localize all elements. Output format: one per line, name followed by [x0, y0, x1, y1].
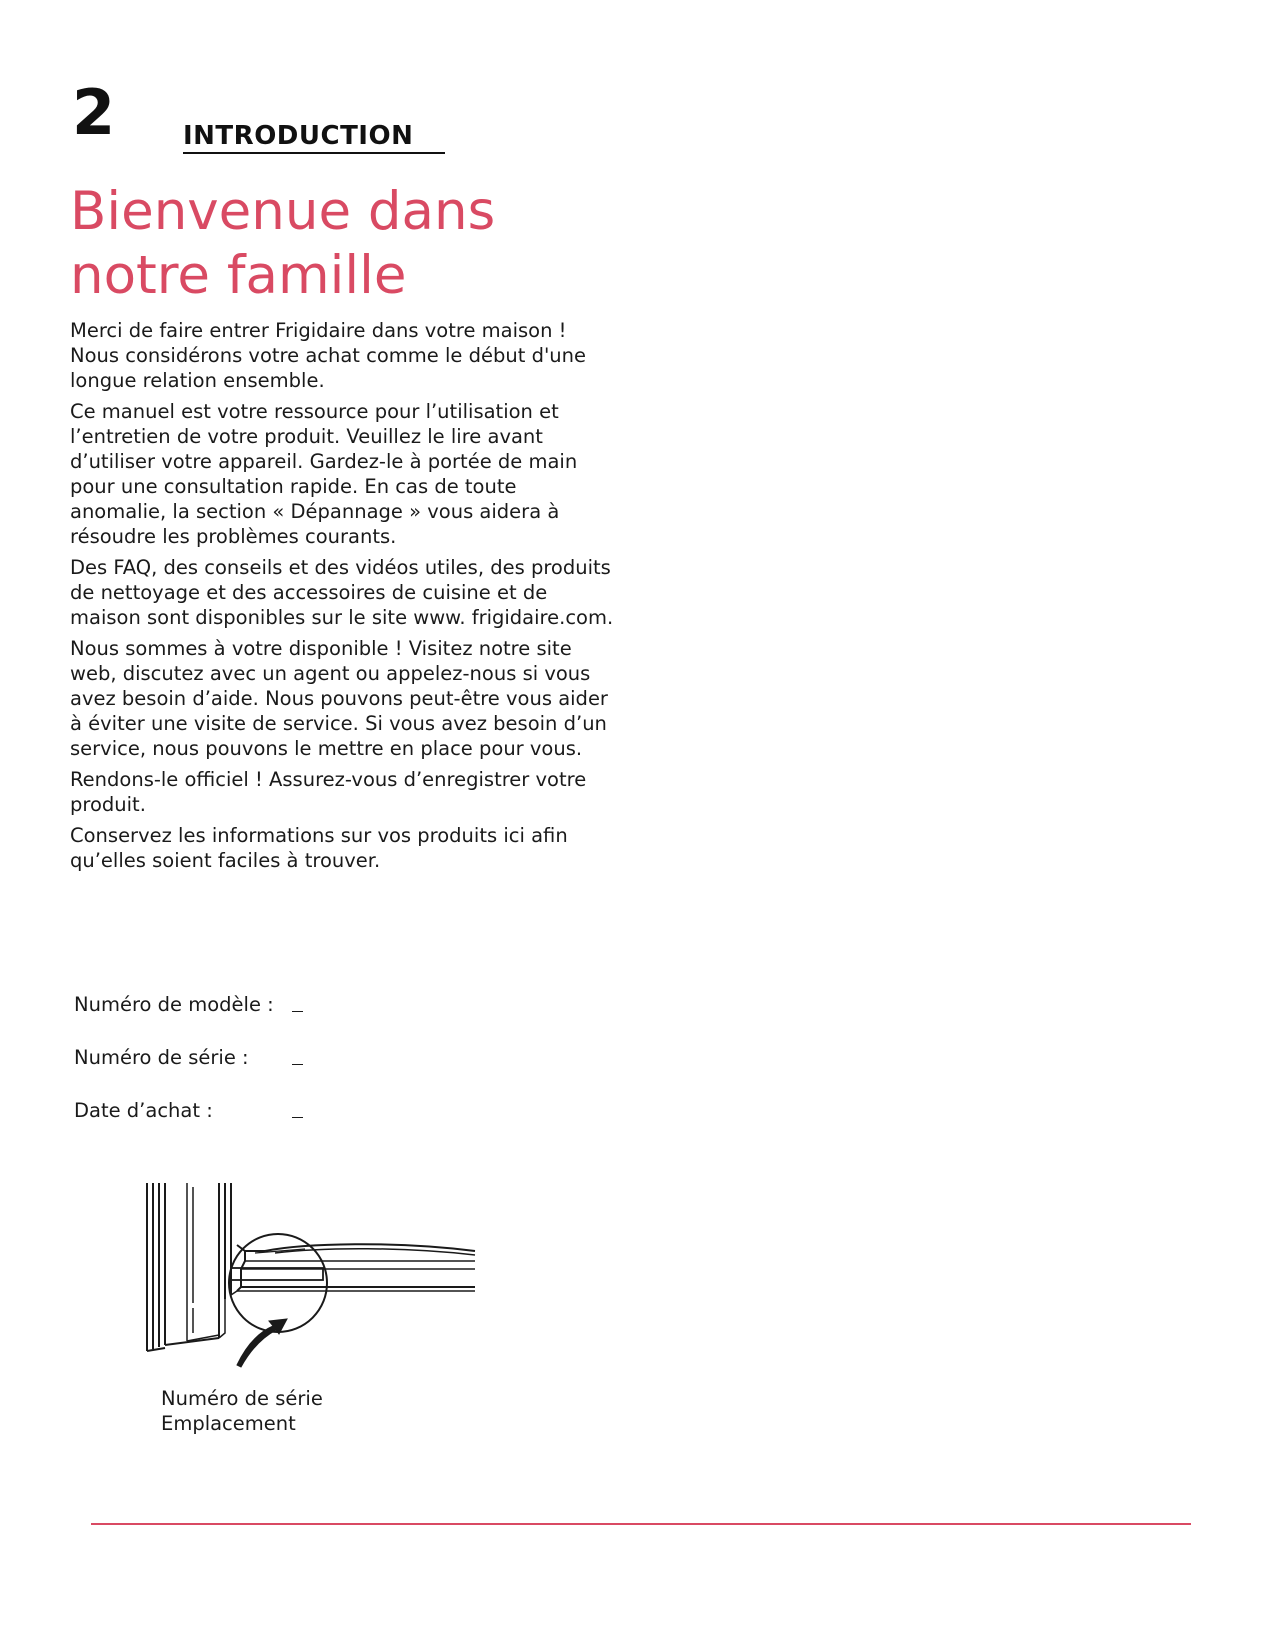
paragraph-support: Nous sommes à votre disponible ! Visitez notre site web, discutez avec un agent ou appelez-nous si vous avez besoin d’aide. Nous pouvons peut-être vous aider à éviter une visite de service. Si vous avez besoin d’un service, nous pouvons le mettre en place pour vous. — [70, 637, 608, 760]
headline-line-2: notre famille — [70, 245, 407, 306]
purchase-date-label: Date d’achat : — [74, 1099, 213, 1122]
serial-plate-location-illustration — [145, 1183, 495, 1383]
body-text — [70, 318, 615, 879]
serial-plate-icon — [231, 1268, 323, 1280]
paragraph-register: Rendons-le officiel ! Assurez-vous d’enregistrer votre produit. — [70, 768, 587, 816]
arrow-icon — [237, 1319, 287, 1367]
oven-door-icon — [147, 1183, 237, 1351]
model-number-label: Numéro de modèle : — [74, 993, 274, 1016]
footer-divider — [91, 1523, 1191, 1525]
purchase-date-blank — [292, 1117, 303, 1118]
diagram-caption — [161, 1386, 323, 1436]
caption-line-1: Numéro de série — [161, 1387, 323, 1410]
headline-line-1: Bienvenue dans — [70, 181, 496, 242]
page-number: 2 — [72, 76, 116, 149]
paragraph-keep-info: Conservez les informations sur vos produits ici afin qu’elles soient faciles à trouver. — [70, 824, 568, 872]
paragraph-manual: Ce manuel est votre ressource pour l’utilisation et l’entretien de votre produit. Veuillez le lire avant d’utiliser votre appareil. Gardez-le à portée de main pour une consultation rapide. En cas de toute anomalie, la section « Dépannage » vous aidera à résoudre les problèmes courants. — [70, 400, 578, 548]
paragraph-welcome: Merci de faire entrer Frigidaire dans votre maison ! Nous considérons votre achat comme le début d'une longue relation ensemble. — [70, 319, 587, 392]
page-headline — [70, 180, 495, 308]
section-title: INTRODUCTION — [183, 121, 445, 154]
model-number-blank — [292, 1011, 303, 1012]
caption-line-2: Emplacement — [161, 1412, 296, 1435]
serial-number-label: Numéro de série : — [74, 1046, 249, 1069]
serial-number-blank — [292, 1064, 303, 1065]
paragraph-faq: Des FAQ, des conseils et des vidéos utiles, des produits de nettoyage et des accessoires de cuisine et de maison sont disponibles sur le site www. frigidaire.com. — [70, 556, 614, 629]
